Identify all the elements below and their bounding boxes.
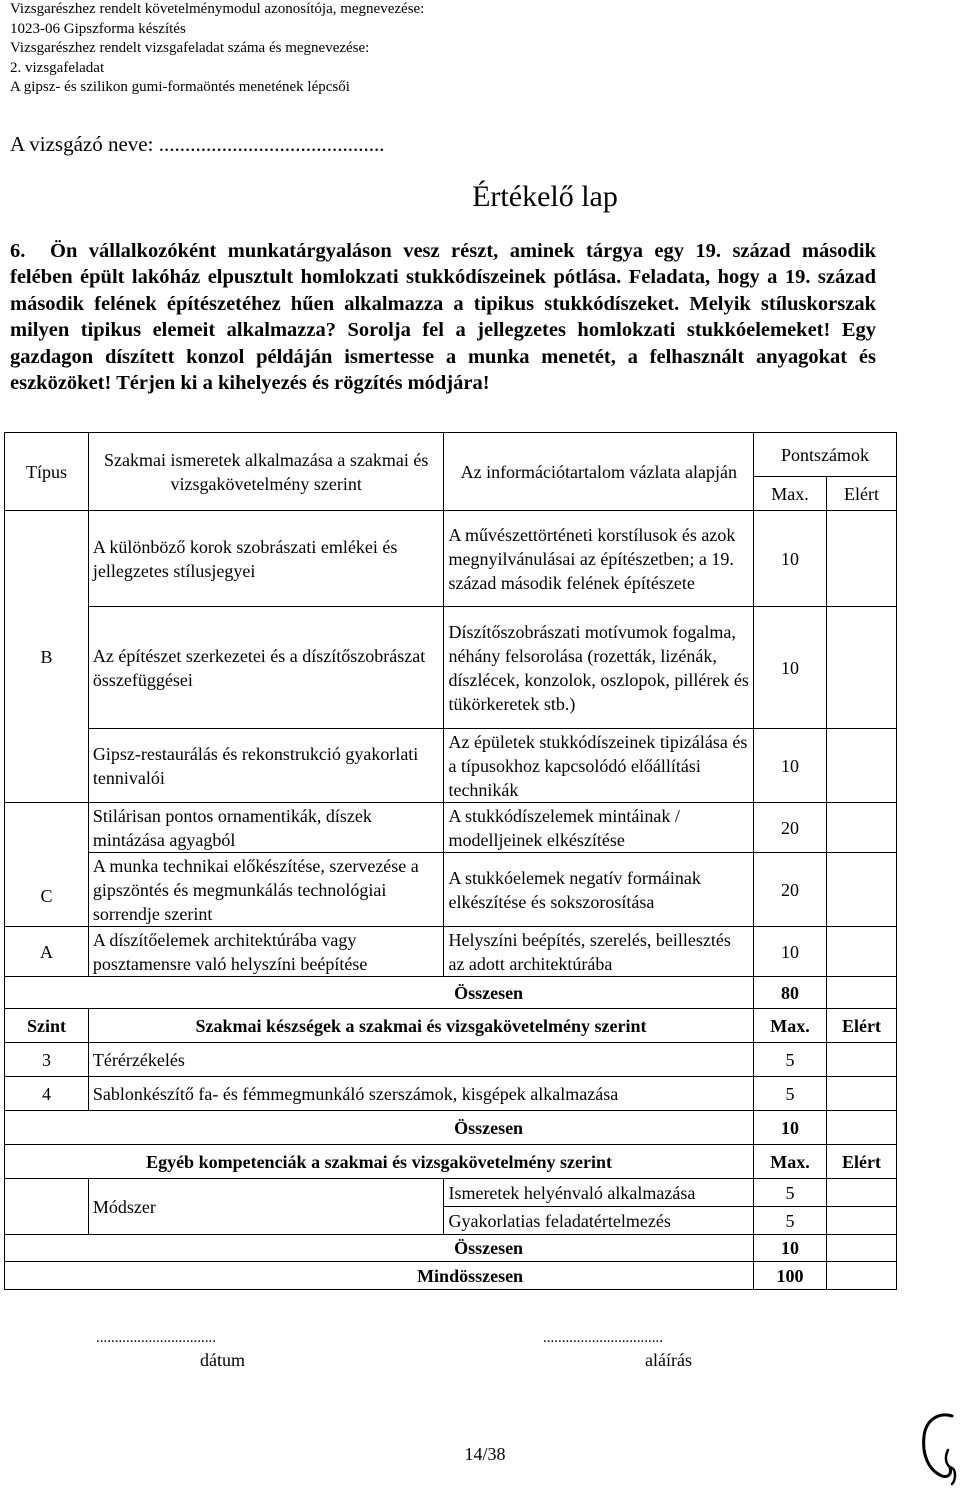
item-cell: Ismeretek helyénvaló alkalmazása <box>444 1179 754 1207</box>
outline-cell: A stukkóelemek negatív formáinak elkészítése és sokszorosítása <box>444 853 754 927</box>
task-number: 6. <box>10 240 26 262</box>
col-header-level: Szint <box>5 1009 89 1043</box>
outline-cell: A stukkódíszelemek mintáinak / modelljeinek elkészítése <box>444 803 754 853</box>
max-cell: 10 <box>754 927 827 977</box>
achieved-cell[interactable] <box>827 927 897 977</box>
col-header-achieved: Elért <box>827 1145 897 1179</box>
outline-cell: A művészettörténeti korstílusok és azok megnyilvánulásai az építészetben; a 19. század második felének építészete <box>444 511 754 607</box>
col-header-max: Max. <box>754 1009 827 1043</box>
max-cell: 20 <box>754 803 827 853</box>
header-line-3: Vizsgarészhez rendelt vizsgafeladat száma és megnevezése: <box>10 40 370 56</box>
table-row <box>5 803 897 853</box>
achieved-cell[interactable] <box>827 1207 897 1235</box>
level-cell: 3 <box>5 1043 89 1077</box>
col-header-outline: Az információtartalom vázlata alapján <box>444 433 754 511</box>
skill-cell: Térérzékelés <box>88 1043 753 1077</box>
type-cell-a: A <box>5 927 89 977</box>
max-cell: 10 <box>754 607 827 729</box>
achieved-cell[interactable] <box>827 853 897 927</box>
total-label: Összesen <box>5 1235 754 1262</box>
col-header-max: Max. <box>754 477 827 511</box>
table-row <box>5 927 897 977</box>
total-label: Összesen <box>5 1111 754 1145</box>
header-line-2: 1023-06 Gipszforma készítés <box>10 20 186 37</box>
header-line-4: 2. vizsgafeladat <box>10 59 105 76</box>
header-line-1: Vizsgarészhez rendelt követelménymodul azonosítója, megnevezése: <box>10 1 425 17</box>
task-description <box>10 238 876 396</box>
knowledge-cell: Stilárisan pontos ornamentikák, díszek mintázása agyagból <box>88 803 444 853</box>
achieved-cell[interactable] <box>827 511 897 607</box>
table-row <box>5 1043 897 1077</box>
max-cell: 10 <box>754 511 827 607</box>
total-achieved-cell[interactable] <box>827 977 897 1009</box>
outline-cell: Helyszíni beépítés, szerelés, beillesztés az adott architektúrába <box>444 927 754 977</box>
date-dots: ................................ <box>96 1330 216 1346</box>
achieved-cell[interactable] <box>827 1077 897 1111</box>
total-value: 10 <box>754 1235 827 1262</box>
total-value: 10 <box>754 1111 827 1145</box>
skill-cell: Sablonkészítő fa- és fémmegmunkáló szerszámok, kisgépek alkalmazása <box>88 1077 753 1111</box>
achieved-cell[interactable] <box>827 1179 897 1207</box>
knowledge-cell: A különböző korok szobrászati emlékei és jellegzetes stílusjegyei <box>88 511 444 607</box>
max-cell: 5 <box>754 1043 827 1077</box>
max-cell: 5 <box>754 1179 827 1207</box>
total-label: Összesen <box>5 977 754 1009</box>
achieved-cell[interactable] <box>827 729 897 803</box>
max-cell: 10 <box>754 729 827 803</box>
page-number: 14/38 <box>464 1444 506 1464</box>
col-header-max: Max. <box>754 1145 827 1179</box>
sign-dots: ................................ <box>543 1330 663 1346</box>
item-cell: Gyakorlatias feladatértelmezés <box>444 1207 754 1235</box>
achieved-cell[interactable] <box>827 803 897 853</box>
evaluation-table <box>4 432 897 1290</box>
col-header-type: Típus <box>5 433 89 511</box>
sign-label: aláírás <box>645 1350 692 1370</box>
table-row <box>5 853 897 927</box>
max-cell: 20 <box>754 853 827 927</box>
handwritten-signature-icon <box>918 1410 958 1486</box>
col-header-skills: Szakmai készségek a szakmai és vizsgakövetelmény szerint <box>88 1009 753 1043</box>
col-header-achieved: Elért <box>827 477 897 511</box>
total-achieved-cell[interactable] <box>827 1111 897 1145</box>
outline-cell: Díszítőszobrászati motívumok fogalma, néhány felsorolása (rozetták, lizénák, díszlécek, konzolok, oszlopok, pillérek és tükörkeretek stb.) <box>444 607 754 729</box>
level-cell: 4 <box>5 1077 89 1111</box>
type-cell-c: C <box>5 803 89 927</box>
table-row <box>5 729 897 803</box>
header-line-5: A gipsz- és szilikon gumi-formaöntés menetének lépcsői <box>10 79 350 95</box>
table-row <box>5 607 897 729</box>
category-cell: Módszer <box>88 1179 444 1235</box>
grand-total-value: 100 <box>754 1262 827 1290</box>
col-header-achieved: Elért <box>827 1009 897 1043</box>
grand-total-label: Mindösszesen <box>5 1262 754 1290</box>
candidate-name-field: A vizsgázó neve: ........................................... <box>10 132 385 156</box>
document-header <box>10 0 424 98</box>
table-row <box>5 1077 897 1111</box>
date-label: dátum <box>200 1350 245 1370</box>
total-achieved-cell[interactable] <box>827 1235 897 1262</box>
total-value: 80 <box>754 977 827 1009</box>
page-title: Értékelő lap <box>472 180 618 213</box>
table-row <box>5 1179 897 1207</box>
max-cell: 5 <box>754 1077 827 1111</box>
outline-cell: Az épületek stukkódíszeinek tipizálása és a típusokhoz kapcsolódó előállítási technikák <box>444 729 754 803</box>
type-cell-b: B <box>5 511 89 803</box>
col-header-points: Pontszámok <box>754 433 897 477</box>
achieved-cell[interactable] <box>827 1043 897 1077</box>
grand-total-achieved-cell[interactable] <box>827 1262 897 1290</box>
col-header-knowledge: Szakmai ismeretek alkalmazása a szakmai és vizsgakövetelmény szerint <box>88 433 444 511</box>
max-cell: 5 <box>754 1207 827 1235</box>
knowledge-cell: A díszítőelemek architektúrába vagy posztamensre való helyszíni beépítése <box>88 927 444 977</box>
col-header-other: Egyéb kompetenciák a szakmai és vizsgakövetelmény szerint <box>5 1145 754 1179</box>
knowledge-cell: Gipsz-restaurálás és rekonstrukció gyakorlati tennivalói <box>88 729 444 803</box>
knowledge-cell: A munka technikai előkészítése, szervezése a gipszöntés és megmunkálás technológiai sorrendje szerint <box>88 853 444 927</box>
table-row <box>5 511 897 607</box>
task-text: Ön vállalkozóként munkatárgyaláson vesz részt, aminek tárgya egy 19. század második felében épült lakóház elpusztult homlokzati stukkódíszeinek pótlása. Feladata, hogy a 19. század második felének építészetéhez hűen alkalmazza a tipikus stukkódíszeket. Melyik stíluskorszak milyen tipikus elemeit alkalmazza? Sorolja fel a jellegzetes homlokzati stukkóelemeket! Egy gazdagon díszített konzol példáján ismertesse a munka menetét, a felhasznált anyagokat és eszközöket! Térjen ki a kihelyezés és rögzítés módjára! <box>10 240 876 395</box>
achieved-cell[interactable] <box>827 607 897 729</box>
knowledge-cell: Az építészet szerkezetei és a díszítőszobrászat összefüggései <box>88 607 444 729</box>
